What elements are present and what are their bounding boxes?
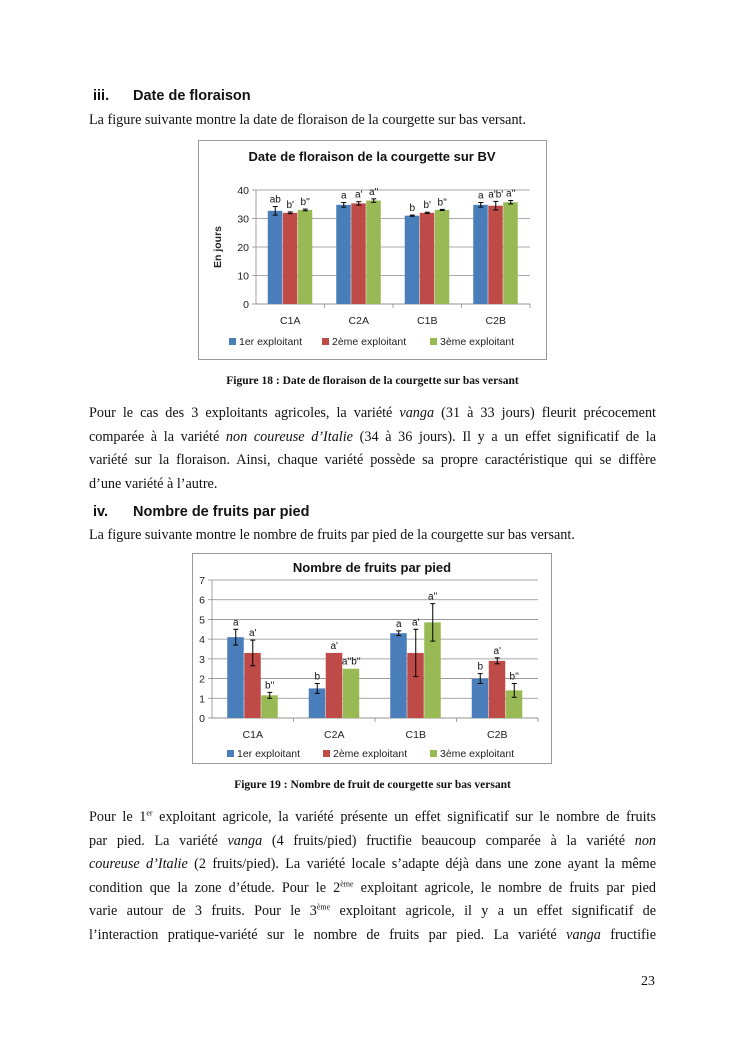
bar-3ème-exploitant	[298, 210, 313, 304]
paragraph-line: Pour le cas des 3 exploitants agricoles, la variété vanga (31 à 33 jours) fleurit précocement	[89, 405, 656, 421]
x-tick-label: C1B	[405, 729, 426, 741]
legend-label: 3ème exploitant	[440, 748, 515, 760]
x-tick-label: C2B	[487, 729, 508, 741]
bar-3ème-exploitant	[503, 202, 518, 304]
section-intro: La figure suivante montre la date de floraison de la courgette sur bas versant.	[89, 112, 527, 128]
y-tick-label: 0	[243, 299, 249, 311]
x-tick-label: C2A	[324, 729, 345, 741]
significance-label: a'b'	[488, 189, 504, 201]
legend-label: 2ème exploitant	[332, 336, 407, 348]
x-tick-label: C2A	[348, 315, 369, 327]
chart-nombre-fruits-svg	[193, 554, 551, 763]
y-tick-label: 0	[199, 713, 205, 725]
bar-3ème-exploitant	[435, 210, 450, 304]
x-tick-label: C1B	[417, 315, 438, 327]
significance-label: a	[477, 190, 484, 202]
significance-label: a''	[428, 591, 438, 603]
section-intro: La figure suivante montre le nombre de fruits par pied de la courgette sur bas versant.	[89, 527, 575, 543]
paragraph-line: coureuse d’Italie (2 fruits/pied). La variété locale s’adapte déjà dans une zone ayant la même	[89, 856, 656, 872]
y-tick-label: 40	[237, 185, 249, 197]
x-tick-label: C2B	[485, 315, 506, 327]
section-title: Nombre de fruits par pied	[133, 504, 310, 520]
significance-label: b	[477, 661, 484, 673]
legend-label: 1er exploitant	[239, 336, 303, 348]
paragraph-line: Pour le 1er exploitant agricole, la variété présente un effet significatif sur le nombre de fruits	[89, 808, 656, 825]
significance-label: b	[314, 671, 321, 683]
significance-label: b''	[437, 197, 447, 209]
chart-title: Nombre de fruits par pied	[292, 560, 452, 575]
bar-1er-exploitant	[268, 211, 283, 304]
bar-1er-exploitant	[472, 679, 489, 718]
significance-label: a'	[330, 640, 338, 652]
significance-label: a	[340, 190, 347, 202]
y-tick-label: 6	[199, 594, 205, 607]
legend-label: 1er exploitant	[237, 748, 301, 760]
chart-date-floraison	[198, 140, 547, 360]
paragraph-line: varie autour de 3 fruits. Pour le 3ème exploitant agricole, il y a un effet significatif de	[89, 902, 656, 919]
significance-label: a''	[369, 186, 379, 198]
legend-swatch	[430, 750, 437, 757]
bar-1er-exploitant	[227, 637, 244, 718]
x-tick-label: C1A	[280, 315, 301, 327]
significance-label: b'	[286, 199, 294, 211]
legend-label: 3ème exploitant	[440, 336, 515, 348]
significance-label: a''	[506, 188, 516, 200]
y-tick-label: 1	[199, 693, 205, 706]
chart-date-floraison-svg	[199, 141, 546, 359]
legend-swatch	[227, 750, 234, 757]
bar-2ème-exploitant	[283, 213, 298, 304]
y-tick-label: 10	[237, 270, 249, 283]
bar-3ème-exploitant	[343, 669, 360, 718]
chart-nombre-fruits	[192, 553, 552, 764]
significance-label: b''	[265, 680, 275, 692]
chart-title: Date de floraison de la courgette sur BV	[248, 149, 496, 164]
legend-swatch	[430, 338, 437, 345]
paragraph-floraison	[89, 402, 656, 496]
y-tick-label: 7	[199, 575, 205, 587]
section-heading-nombre-fruits	[93, 504, 309, 520]
significance-label: a''b''	[341, 656, 361, 668]
bar-1er-exploitant	[390, 633, 407, 718]
significance-label: a'	[355, 189, 363, 201]
bar-1er-exploitant	[405, 216, 420, 304]
bar-2ème-exploitant	[326, 653, 343, 718]
legend-swatch	[323, 750, 330, 757]
y-tick-label: 4	[199, 634, 205, 647]
significance-label: ab	[269, 194, 281, 206]
significance-label: b''	[300, 197, 310, 209]
section-number: iv.	[93, 504, 109, 520]
bar-2ème-exploitant	[420, 213, 435, 304]
paragraph-line: condition que la zone d’étude. Pour le 2ème exploitant agricole, le nombre de fruits par pied	[89, 878, 656, 896]
legend-label: 2ème exploitant	[333, 748, 408, 760]
significance-label: b'	[423, 200, 431, 212]
bar-2ème-exploitant	[489, 661, 506, 718]
section-heading-date-floraison	[93, 88, 251, 104]
paragraph-line: comparée à la variété non coureuse d’Italie (34 à 36 jours). Il y a un effet significatif de la	[89, 428, 657, 445]
section-title: Date de floraison	[133, 88, 251, 104]
y-tick-label: 20	[237, 242, 249, 254]
paragraph-line: par pied. La variété vanga (4 fruits/pied) fructifie beaucoup comparée à la variété non	[89, 832, 656, 849]
section-number: iii.	[93, 88, 110, 104]
bar-2ème-exploitant	[351, 203, 366, 304]
y-tick-label: 30	[237, 213, 249, 226]
paragraph-fruits	[89, 806, 656, 947]
figure-19-caption: Figure 19 : Nombre de fruit de courgette sur bas versant	[234, 779, 511, 791]
figure-18-caption: Figure 18 : Date de floraison de la courgette sur bas versant	[226, 375, 519, 387]
y-axis-label: En jours	[212, 225, 224, 269]
significance-label: b''	[509, 671, 519, 683]
paragraph-line: d’une variété à l’autre.	[89, 475, 218, 492]
paragraph-line: variété sur la floraison. Ainsi, chaque variété possède sa propre caractéristique qui se diffère	[89, 452, 656, 468]
significance-label: a'	[412, 617, 420, 629]
y-tick-label: 2	[199, 673, 205, 686]
page-number: 23	[641, 974, 655, 989]
bar-1er-exploitant	[473, 205, 488, 304]
bar-1er-exploitant	[336, 205, 351, 304]
significance-label: a'	[249, 628, 257, 640]
y-tick-label: 3	[199, 653, 205, 666]
x-tick-label: C1A	[242, 729, 263, 741]
y-tick-label: 5	[199, 614, 205, 627]
legend-swatch	[229, 338, 236, 345]
bar-2ème-exploitant	[488, 206, 503, 304]
legend-swatch	[322, 338, 329, 345]
significance-label: a	[232, 617, 239, 629]
significance-label: b	[409, 203, 416, 215]
significance-label: a	[395, 618, 402, 630]
bar-3ème-exploitant	[366, 201, 381, 304]
significance-label: a'	[493, 645, 501, 657]
paragraph-line: l’interaction pratique-variété sur le nombre de fruits par pied. La variété vanga fructifie	[89, 926, 656, 943]
